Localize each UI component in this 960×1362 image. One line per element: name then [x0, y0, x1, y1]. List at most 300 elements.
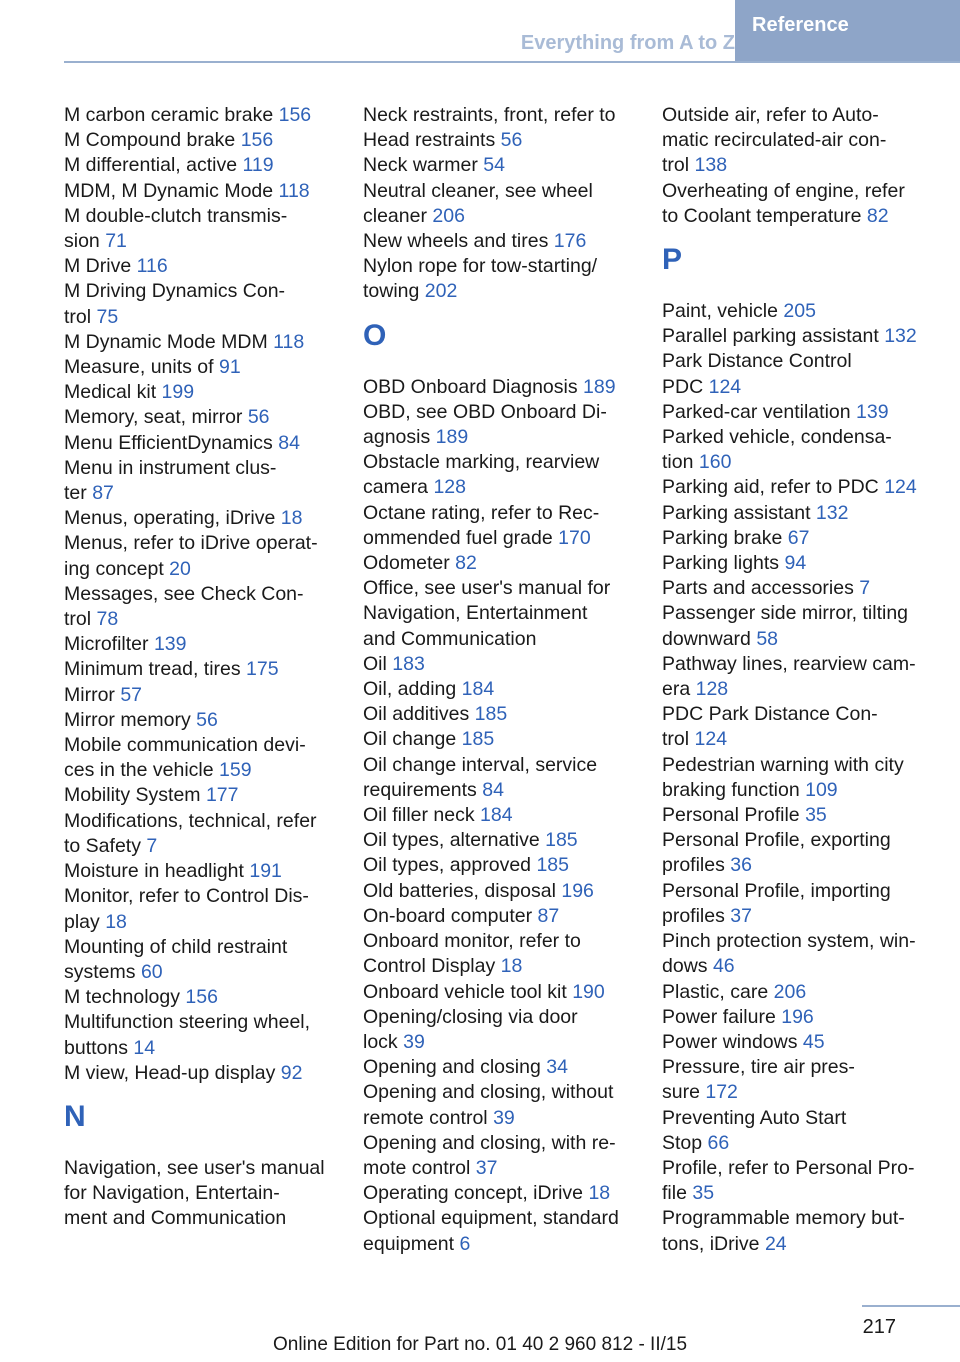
page-reference-link[interactable]: 138	[694, 154, 728, 177]
page-reference-link[interactable]: 172	[705, 1081, 738, 1104]
page-reference-link[interactable]: 128	[695, 678, 729, 701]
index-entry-term: Medical kit	[64, 381, 157, 404]
index-entry-term: mote control	[363, 1156, 471, 1179]
page-reference-link[interactable]: 189	[583, 375, 616, 398]
index-entry-text	[662, 299, 932, 324]
index-entry-text	[662, 450, 932, 475]
index-entry	[64, 254, 334, 279]
page-reference-link[interactable]: 92	[280, 1061, 303, 1084]
index-entry-text	[363, 153, 633, 178]
index-letter-heading: P	[662, 243, 683, 277]
index-entry	[363, 1055, 633, 1080]
index-entry-term: Minimum tread, tires	[64, 658, 241, 681]
index-entry	[64, 582, 334, 632]
page-reference-link[interactable]: 206	[773, 980, 807, 1003]
index-entry	[363, 929, 633, 979]
page-reference-link[interactable]: 124	[694, 728, 728, 751]
index-entry	[662, 652, 932, 702]
page-reference-link[interactable]: 124	[708, 375, 742, 398]
index-entry-text	[64, 103, 334, 128]
page-reference-link[interactable]: 36	[730, 854, 752, 877]
page-reference-link[interactable]: 196	[561, 879, 594, 902]
page-reference-link[interactable]: 60	[140, 960, 163, 983]
index-entry	[363, 677, 633, 702]
index-entry	[363, 753, 633, 803]
index-entry-term: M technology	[64, 986, 180, 1009]
index-entry	[662, 1055, 932, 1105]
index-entry-text	[64, 128, 334, 153]
page-reference-link[interactable]: 6	[459, 1232, 471, 1255]
page-reference-link[interactable]: 67	[787, 526, 810, 549]
page-reference-link[interactable]: 119	[242, 154, 274, 177]
index-entry-term: Octane rating, refer to Rec-	[363, 501, 600, 524]
index-entry-term: Park Distance Control	[662, 350, 852, 373]
index-entry-term: Modifications, technical, refer	[64, 809, 317, 832]
index-entry-text	[363, 204, 633, 229]
index-entry-term: ing concept	[64, 557, 164, 580]
index-entry-text	[662, 375, 932, 400]
index-entry-text	[64, 1206, 334, 1231]
index-entry-text	[64, 557, 334, 582]
page-reference-link[interactable]: 7	[859, 577, 871, 600]
page-reference-link[interactable]: 202	[424, 280, 458, 303]
index-entry	[64, 153, 334, 178]
index-entry	[64, 431, 334, 456]
page-reference-link[interactable]: 46	[712, 955, 735, 978]
index-entry-term: Moisture in headlight	[64, 860, 244, 883]
index-entry-text	[64, 1036, 334, 1061]
index-entry	[662, 349, 932, 399]
index-entry	[662, 526, 932, 551]
index-entry-text	[363, 1080, 633, 1105]
index-entry-term: towing	[363, 280, 420, 303]
page-reference-link[interactable]: 37	[730, 904, 752, 927]
index-entry-term: Parking aid, refer to PDC	[662, 476, 879, 499]
index-entry-text	[363, 425, 633, 450]
page-reference-link[interactable]: 175	[246, 658, 279, 681]
index-entry-text	[662, 1156, 932, 1181]
index-entry-term: Mirror	[64, 683, 115, 706]
index-entry-term: Control Display	[363, 955, 496, 978]
page-reference-link[interactable]: 184	[480, 804, 513, 827]
page-reference-link[interactable]: 78	[96, 608, 119, 631]
page-reference-link[interactable]: 7	[146, 834, 158, 857]
index-entry	[662, 179, 932, 229]
index-entry-text	[662, 753, 932, 778]
index-entry-term: Power failure	[662, 1005, 776, 1028]
page-reference-link[interactable]: 71	[105, 230, 127, 253]
index-entry-text	[662, 904, 932, 929]
index-entry	[662, 501, 932, 526]
page-reference-link[interactable]: 160	[698, 451, 732, 474]
page-reference-link[interactable]: 56	[196, 708, 218, 731]
index-entry	[662, 803, 932, 828]
index-entry-text	[662, 128, 932, 153]
index-entry-text	[363, 1005, 633, 1030]
index-entry-term: trol	[64, 305, 92, 328]
index-entry-text	[64, 733, 334, 758]
section-title: Everything from A to Z	[520, 32, 735, 54]
page-reference-link[interactable]: 109	[805, 778, 838, 801]
page-reference-link[interactable]: 185	[545, 829, 578, 852]
index-entry-term: Personal Profile, exporting	[662, 829, 891, 852]
page-reference-link[interactable]: 84	[278, 431, 300, 454]
index-entry-term: OBD Onboard Diagnosis	[363, 375, 578, 398]
page-reference-link[interactable]: 177	[205, 784, 239, 807]
index-entry	[64, 128, 334, 153]
page-reference-link[interactable]: 156	[240, 129, 274, 152]
index-entry	[662, 1106, 932, 1156]
index-entry-text	[363, 853, 633, 878]
index-entry-term: Parts and accessories	[662, 577, 854, 600]
page-reference-link[interactable]: 139	[153, 633, 187, 656]
page-reference-link[interactable]: 91	[219, 356, 241, 379]
index-entry-term: Memory, seat, mirror	[64, 406, 243, 429]
page-reference-link[interactable]: 205	[783, 300, 816, 323]
index-entry	[363, 980, 633, 1005]
page-reference-link[interactable]: 45	[802, 1030, 825, 1053]
footer-rule	[862, 1305, 960, 1307]
index-entry-term: to Coolant temperature	[662, 204, 862, 227]
index-entry-text	[363, 103, 633, 128]
index-entry-text	[662, 828, 932, 853]
index-entry-term: remote control	[363, 1106, 488, 1129]
index-entry	[363, 501, 633, 551]
index-entry-term: Oil, adding	[363, 678, 457, 701]
index-entry-text	[363, 980, 633, 1005]
index-entry-term: M Driving Dynamics Con-	[64, 280, 286, 303]
page-reference-link[interactable]: 116	[136, 255, 168, 278]
index-entry	[64, 103, 334, 128]
page-reference-link[interactable]: 57	[120, 683, 143, 706]
index-entry-text	[64, 683, 334, 708]
index-entry-term: buttons	[64, 1036, 128, 1059]
index-entry	[363, 1080, 633, 1130]
index-entry-text	[64, 1181, 334, 1206]
index-entry	[363, 828, 633, 853]
index-entry	[64, 330, 334, 355]
index-entry-term: tion	[662, 451, 694, 474]
index-entry-term: sure	[662, 1081, 700, 1104]
index-entry	[64, 1061, 334, 1086]
page-reference-link[interactable]: 18	[280, 507, 303, 530]
index-entry-term: Mounting of child restraint	[64, 935, 288, 958]
page-reference-link[interactable]: 58	[756, 627, 779, 650]
index-entry-term: Parked vehicle, condensa-	[662, 426, 892, 449]
page-reference-link[interactable]: 183	[392, 652, 425, 675]
page-reference-link[interactable]: 82	[455, 552, 477, 575]
index-entry-text	[363, 279, 633, 304]
index-entry-text	[64, 330, 334, 355]
index-entry-text	[662, 1181, 932, 1206]
index-entry-text	[662, 627, 932, 652]
index-entry-text	[662, 1232, 932, 1257]
index-entry	[363, 551, 633, 576]
index-entry-term: Plastic, care	[662, 980, 769, 1003]
page-reference-link[interactable]: 18	[105, 910, 127, 933]
index-entry-term: Menus, refer to iDrive operat-	[64, 532, 318, 555]
index-entry-term: Head restraints	[363, 129, 496, 152]
index-entry-text	[64, 783, 334, 808]
page-reference-link[interactable]: 159	[219, 759, 252, 782]
index-entry-term: Oil	[363, 652, 387, 675]
index-entry	[64, 859, 334, 884]
index-entry-text	[64, 884, 334, 909]
index-entry-term: braking function	[662, 778, 800, 801]
page-reference-link[interactable]: 190	[572, 980, 605, 1003]
index-entry	[64, 355, 334, 380]
index-entry	[662, 1206, 932, 1256]
index-entry	[363, 904, 633, 929]
index-entry	[662, 400, 932, 425]
index-entry-term: Old batteries, disposal	[363, 879, 556, 902]
index-entry-text	[662, 501, 932, 526]
index-entry-term: Opening and closing	[363, 1056, 541, 1079]
index-entry-text	[662, 153, 932, 178]
index-entry-text	[64, 834, 334, 859]
page-reference-link[interactable]: 75	[96, 305, 119, 328]
index-entry-text	[363, 954, 633, 979]
index-entry-term: Mobility System	[64, 784, 201, 807]
index-entry	[363, 400, 633, 450]
index-entry-term: Overheating of engine, refer	[662, 179, 905, 202]
index-entry-term: dows	[662, 955, 708, 978]
index-entry-term: Menu in instrument clus-	[64, 456, 277, 479]
index-entry-text	[662, 551, 932, 576]
index-entry-term: systems	[64, 960, 136, 983]
page-reference-link[interactable]: 37	[475, 1156, 498, 1179]
index-entry-text	[662, 349, 932, 374]
index-entry-text	[363, 753, 633, 778]
index-entry	[363, 879, 633, 904]
index-entry-term: Menus, operating, iDrive	[64, 507, 276, 530]
index-entry-term: and Communication	[363, 627, 537, 650]
index-entry-term: Oil additives	[363, 703, 470, 726]
index-entry-term: Measure, units of	[64, 356, 214, 379]
index-entry-term: On-board computer	[363, 904, 533, 927]
index-entry	[662, 425, 932, 475]
page-reference-link[interactable]: 118	[278, 179, 310, 202]
page-reference-link[interactable]: 132	[884, 325, 917, 348]
page-reference-link[interactable]: 132	[815, 501, 849, 524]
page-reference-link[interactable]: 18	[500, 955, 523, 978]
page-reference-link[interactable]: 24	[764, 1232, 787, 1255]
page-reference-link[interactable]: 185	[474, 703, 508, 726]
index-entry-text	[662, 1055, 932, 1080]
index-entry-text	[64, 1156, 334, 1181]
index-entry	[64, 506, 334, 531]
index-entry	[662, 1156, 932, 1206]
index-entry	[64, 279, 334, 329]
page-reference-link[interactable]: 39	[403, 1030, 425, 1053]
index-entry-term: Menu EfficientDynamics	[64, 431, 273, 454]
index-entry-text	[363, 904, 633, 929]
index-entry-text	[363, 627, 633, 652]
index-entry-text	[64, 657, 334, 682]
page-reference-link[interactable]: 170	[558, 526, 591, 549]
page-reference-link[interactable]: 35	[692, 1182, 715, 1205]
page-reference-link[interactable]: 191	[249, 860, 282, 883]
index-entry-text	[64, 632, 334, 657]
page-reference-link[interactable]: 14	[133, 1036, 156, 1059]
index-entry-term: M Drive	[64, 255, 132, 278]
index-entry-term: ommended fuel grade	[363, 526, 553, 549]
index-entry-term: Personal Profile	[662, 804, 800, 827]
index-entry	[662, 299, 932, 324]
page-reference-link[interactable]: 20	[169, 557, 191, 580]
index-entry-text	[363, 601, 633, 626]
page-reference-link[interactable]: 156	[278, 104, 312, 126]
index-entry-term: Onboard vehicle tool kit	[363, 980, 567, 1003]
index-entry-text	[662, 601, 932, 626]
edition-note: Online Edition for Part no. 01 40 2 960 812 - II/15	[272, 1334, 688, 1355]
index-entry-text	[363, 450, 633, 475]
index-entry	[363, 179, 633, 229]
index-entry-term: ment and Communication	[64, 1207, 287, 1230]
index-entry-text	[662, 853, 932, 878]
index-entry	[363, 450, 633, 500]
index-entry	[64, 204, 334, 254]
index-entry	[363, 1206, 633, 1256]
index-entry-term: Neck restraints, front, refer to	[363, 104, 616, 126]
index-entry-term: Pathway lines, rearview cam-	[662, 652, 916, 675]
index-entry-term: Opening and closing, with re-	[363, 1131, 616, 1154]
page-reference-link[interactable]: 54	[483, 154, 505, 177]
index-entry	[363, 576, 633, 652]
page-reference-link[interactable]: 118	[273, 330, 305, 353]
index-entry-term: camera	[363, 476, 429, 499]
index-entry-text	[662, 526, 932, 551]
index-entry-term: requirements	[363, 778, 477, 801]
index-entry-text	[363, 702, 633, 727]
index-entry-text	[662, 1005, 932, 1030]
index-entry	[64, 935, 334, 985]
index-entry-term: ces in the vehicle	[64, 759, 214, 782]
index-entry-term: profiles	[662, 854, 725, 877]
page-reference-link[interactable]: 39	[493, 1106, 515, 1129]
index-entry-term: ter	[64, 482, 87, 505]
index-entry-text	[363, 1232, 633, 1257]
index-entry-text	[64, 405, 334, 430]
index-entry-term: Neck warmer	[363, 154, 478, 177]
page-reference-link[interactable]: 185	[461, 728, 495, 751]
index-entry-text	[662, 727, 932, 752]
index-entry-text	[363, 652, 633, 677]
index-column-1	[64, 103, 334, 1232]
index-entry-text	[662, 1206, 932, 1231]
page-reference-link[interactable]: 35	[805, 804, 827, 827]
page-reference-link[interactable]: 56	[500, 129, 523, 152]
index-entry-term: Oil filler neck	[363, 804, 475, 827]
index-entry	[662, 475, 932, 500]
page-reference-link[interactable]: 87	[537, 904, 560, 927]
index-entry-term: for Navigation, Entertain-	[64, 1182, 280, 1205]
page-reference-link[interactable]: 87	[92, 482, 114, 505]
index-entry-term: Multifunction steering wheel,	[64, 1011, 311, 1034]
page-reference-link[interactable]: 185	[536, 854, 569, 877]
index-entry-term: trol	[64, 608, 92, 631]
index-entry-term: tons, iDrive	[662, 1232, 760, 1255]
page-reference-link[interactable]: 156	[185, 986, 218, 1009]
index-entry	[363, 1131, 633, 1181]
index-entry-text	[662, 980, 932, 1005]
page-reference-link[interactable]: 56	[247, 406, 270, 429]
page-reference-link[interactable]: 176	[553, 230, 587, 253]
index-entry-text	[64, 531, 334, 556]
page-reference-link[interactable]: 34	[546, 1056, 568, 1079]
index-entry-term: Office, see user's manual for	[363, 577, 611, 600]
page-reference-link[interactable]: 84	[482, 778, 504, 801]
index-entry-text	[662, 179, 932, 204]
page-reference-link[interactable]: 139	[856, 400, 889, 423]
page-reference-link[interactable]: 66	[707, 1131, 730, 1154]
page-reference-link[interactable]: 199	[161, 381, 195, 404]
index-entry-term: Passenger side mirror, tilting	[662, 602, 909, 625]
index-entry-text	[662, 702, 932, 727]
index-entry-term: New wheels and tires	[363, 230, 549, 253]
page-reference-link[interactable]: 206	[432, 204, 465, 227]
index-entry	[363, 1181, 633, 1206]
index-entry-text	[363, 526, 633, 551]
index-entry	[64, 456, 334, 506]
index-entry-text	[363, 803, 633, 828]
index-entry	[363, 1005, 633, 1055]
index-entry	[64, 733, 334, 783]
index-entry	[363, 103, 633, 153]
index-entry-text	[363, 677, 633, 702]
index-entry-term: Obstacle marking, rearview	[363, 451, 600, 474]
index-entry-text	[363, 929, 633, 954]
index-entry-term: Monitor, refer to Control Dis-	[64, 885, 309, 908]
index-entry-text	[662, 1106, 932, 1131]
page-reference-link[interactable]: 18	[588, 1182, 611, 1205]
page-reference-link[interactable]: 128	[433, 476, 466, 499]
index-entry-term: trol	[662, 728, 690, 751]
index-entry-term: Power windows	[662, 1030, 798, 1053]
page-reference-link[interactable]: 94	[784, 552, 807, 575]
index-entry-text	[662, 652, 932, 677]
index-entry-text	[64, 204, 334, 229]
index-entry-text	[363, 1055, 633, 1080]
index-entry	[662, 929, 932, 979]
page-reference-link[interactable]: 124	[884, 476, 917, 499]
index-entry	[363, 229, 633, 254]
page-reference-link[interactable]: 184	[461, 678, 495, 701]
index-entry-text	[64, 506, 334, 531]
index-entry-text	[64, 859, 334, 884]
index-entry	[64, 884, 334, 934]
index-entry-text	[662, 879, 932, 904]
page-reference-link[interactable]: 196	[781, 1005, 814, 1028]
index-entry-text	[662, 929, 932, 954]
index-entry-text	[64, 910, 334, 935]
page-reference-link[interactable]: 82	[866, 204, 889, 227]
index-entry-term: Pinch protection system, win-	[662, 930, 916, 953]
page-reference-link[interactable]: 189	[435, 426, 469, 449]
index-entry-text	[363, 501, 633, 526]
index-entry-term: Oil change	[363, 728, 457, 751]
index-entry-term: agnosis	[363, 426, 431, 449]
index-entry-term: M carbon ceramic brake	[64, 104, 274, 126]
index-entry-text	[363, 727, 633, 752]
index-entry-term: M view, Head-up display	[64, 1061, 276, 1084]
index-entry	[64, 1156, 334, 1232]
index-entry-term: to Safety	[64, 834, 141, 857]
page-number: 217	[862, 1316, 896, 1338]
index-entry-term: Odometer	[363, 552, 450, 575]
index-entry-term: M differential, active	[64, 154, 238, 177]
index-entry-text	[363, 254, 633, 279]
